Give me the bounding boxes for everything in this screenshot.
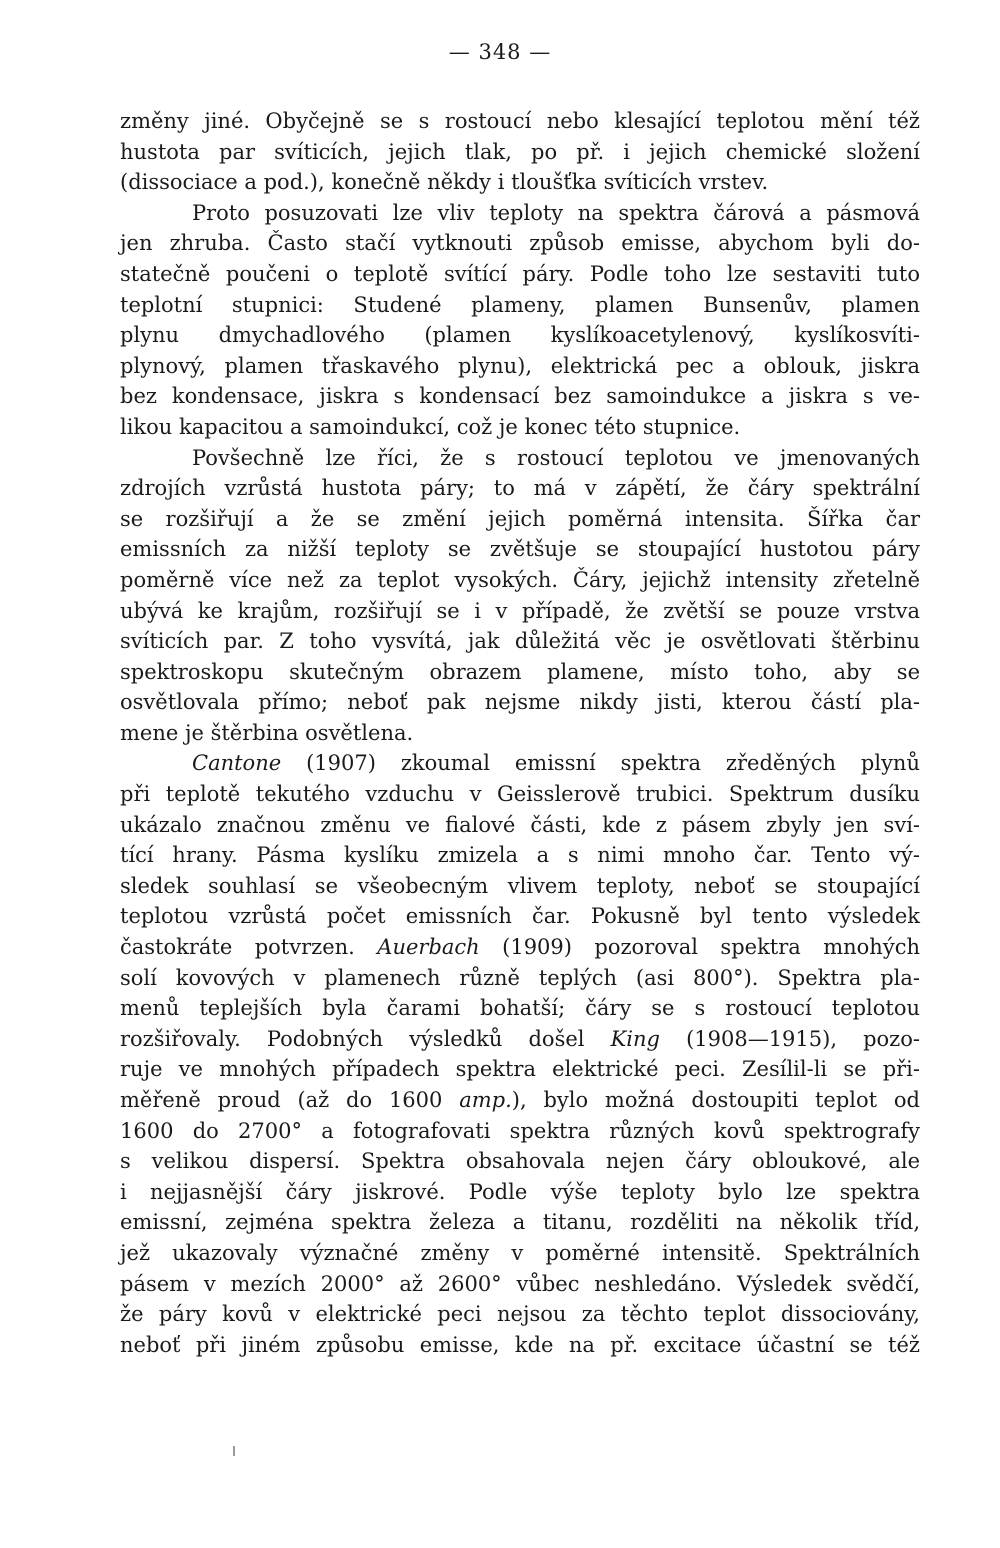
text-line: zdrojích vzrůstá hustota páry; to má v zápětí, že čáry spektrální xyxy=(120,476,920,501)
line-segment: měřeně proud (až do 1600 xyxy=(120,1088,443,1112)
text-line: Povšechně lze říci, že s rostoucí teplotou ve jmenovaných xyxy=(192,445,920,470)
text-line: teplotní stupnici: Studené plameny, plamen Bunsenův, plamen xyxy=(120,292,920,317)
text-line: jež ukazovaly význačné změny v poměrné intensitě. Spektrálních xyxy=(120,1240,920,1265)
line-segment: rozšiřovaly. Podobných výsledků došel xyxy=(120,1026,585,1051)
text-line: jen zhruba. Často stačí vytknouti způsob emisse, abychom byli do- xyxy=(120,231,920,256)
text-line: bez kondensace, jiskra s kondensací bez samoindukce a jiskra s ve- xyxy=(120,384,920,409)
text-line: neboť při jiném způsobu emisse, kde na př. excitace účastní se též xyxy=(120,1332,920,1357)
text-line: menů teplejších byla čarami bohatší; čáry se s rostoucí teplotou xyxy=(120,996,920,1021)
text-line: emissní, zejména spektra železa a titanu, rozděliti na několik tříd, xyxy=(120,1210,920,1235)
text-line: 1600 do 2700° a fotografovati spektra různých kovů spektrografy xyxy=(120,1118,920,1143)
unit-amp: amp. xyxy=(459,1088,512,1112)
line-segment: ), bylo možná dostoupiti teplot od xyxy=(511,1088,920,1112)
page-number: — 348 — xyxy=(448,40,552,64)
author-name-cantone: Cantone xyxy=(192,751,282,776)
text-line: hustota par svíticích, jejich tlak, po př. i jejich chemické složení xyxy=(120,139,920,164)
text-line: sledek souhlasí se všeobecným vlivem teploty, neboť se stoupající xyxy=(120,873,920,898)
line-segment: (1908—1915), pozo- xyxy=(686,1026,920,1051)
text-line: osvětlovala přímo; neboť pak nejsme nikdy jisti, kterou částí pla- xyxy=(120,690,920,715)
text-line: ubývá ke krajům, rozšiřují se i v případě, že zvětší se pouze vrstva xyxy=(120,598,920,623)
text-line: likou kapacitou a samoindukcí, což je konec této stupnice. xyxy=(120,414,741,439)
text-line: ukázalo značnou změnu ve fialové části, kde z pásem zbyly jen sví- xyxy=(120,812,920,837)
text-line: Proto posuzovati lze vliv teploty na spektra čárová a pásmová xyxy=(192,200,920,225)
text-line xyxy=(120,932,920,963)
text-line: že páry kovů v elektrické peci nejsou za těchto teplot dissociovány, xyxy=(120,1302,920,1327)
text-line: změny jiné. Obyčejně se s rostoucí nebo klesající teplotou mění též xyxy=(120,109,920,133)
text-line: svíticích par. Z toho vysvítá, jak důležitá věc je osvětlovati štěrbinu xyxy=(120,629,920,654)
text-line: ruje ve mnohých případech spektra elektrické peci. Zesílil-li se při- xyxy=(120,1057,920,1082)
text-line: teplotou vzrůstá počet emissních čar. Pokusně byl tento výsledek xyxy=(120,904,920,929)
line-segment: (1907) zkoumal emissní spektra zředěných plynů xyxy=(306,751,920,776)
text-line: emissních za nižší teploty se zvětšuje se stoupající hustotou páry xyxy=(120,537,920,562)
text-line: mene je štěrbina osvětlena. xyxy=(120,720,414,745)
text-line: plynu dmychadlového (plamen kyslíkoacetylenový, kyslíkosvíti- xyxy=(120,323,920,348)
text-line: statečně poučeni o teplotě svítící páry. Podle toho lze sestaviti tuto xyxy=(120,261,920,286)
text-line: pásem v mezích 2000° až 2600° vůbec neshledáno. Výsledek svědčí, xyxy=(120,1271,920,1296)
text-line xyxy=(120,1085,920,1116)
text-line: poměrně více než za teplot vysokých. Čáry, jejichž intensity zřetelně xyxy=(120,567,920,592)
text-line: i nejjasnější čáry jiskrové. Podle výše teploty bylo lze spektra xyxy=(120,1179,920,1204)
text-line: solí kovových v plamenech různě teplých (asi 800°). Spektra pla- xyxy=(120,965,920,990)
text-line: se rozšiřují a že se změní jejich poměrná intensita. Šířka čar xyxy=(120,506,920,531)
text-line xyxy=(120,1024,920,1055)
body-text xyxy=(120,106,920,1360)
text-line: tící hrany. Pásma kyslíku zmizela a s nimi mnoho čar. Tento vý- xyxy=(120,843,920,868)
text-line: plynový, plamen třaskavého plynu), elektrická pec a oblouk, jiskra xyxy=(120,353,920,378)
line-segment: (1909) pozoroval spektra mnohých xyxy=(502,935,920,960)
author-name-king: King xyxy=(610,1026,660,1051)
text-line: (dissociace a pod.), konečně někdy i tloušťka svíticích vrstev. xyxy=(120,170,769,195)
text-line: s velikou dispersí. Spektra obsahovala nejen čáry obloukové, ale xyxy=(120,1149,920,1174)
author-name-auerbach: Auerbach xyxy=(377,935,480,960)
line-segment: častokráte potvrzen. xyxy=(120,935,355,960)
text-line: spektroskopu skutečným obrazem plamene, místo toho, aby se xyxy=(120,659,920,684)
text-line: při teplotě tekutého vzduchu v Geisslerově trubici. Spektrum dusíku xyxy=(120,782,920,807)
text-line xyxy=(120,748,920,779)
scan-speck xyxy=(233,1446,235,1456)
